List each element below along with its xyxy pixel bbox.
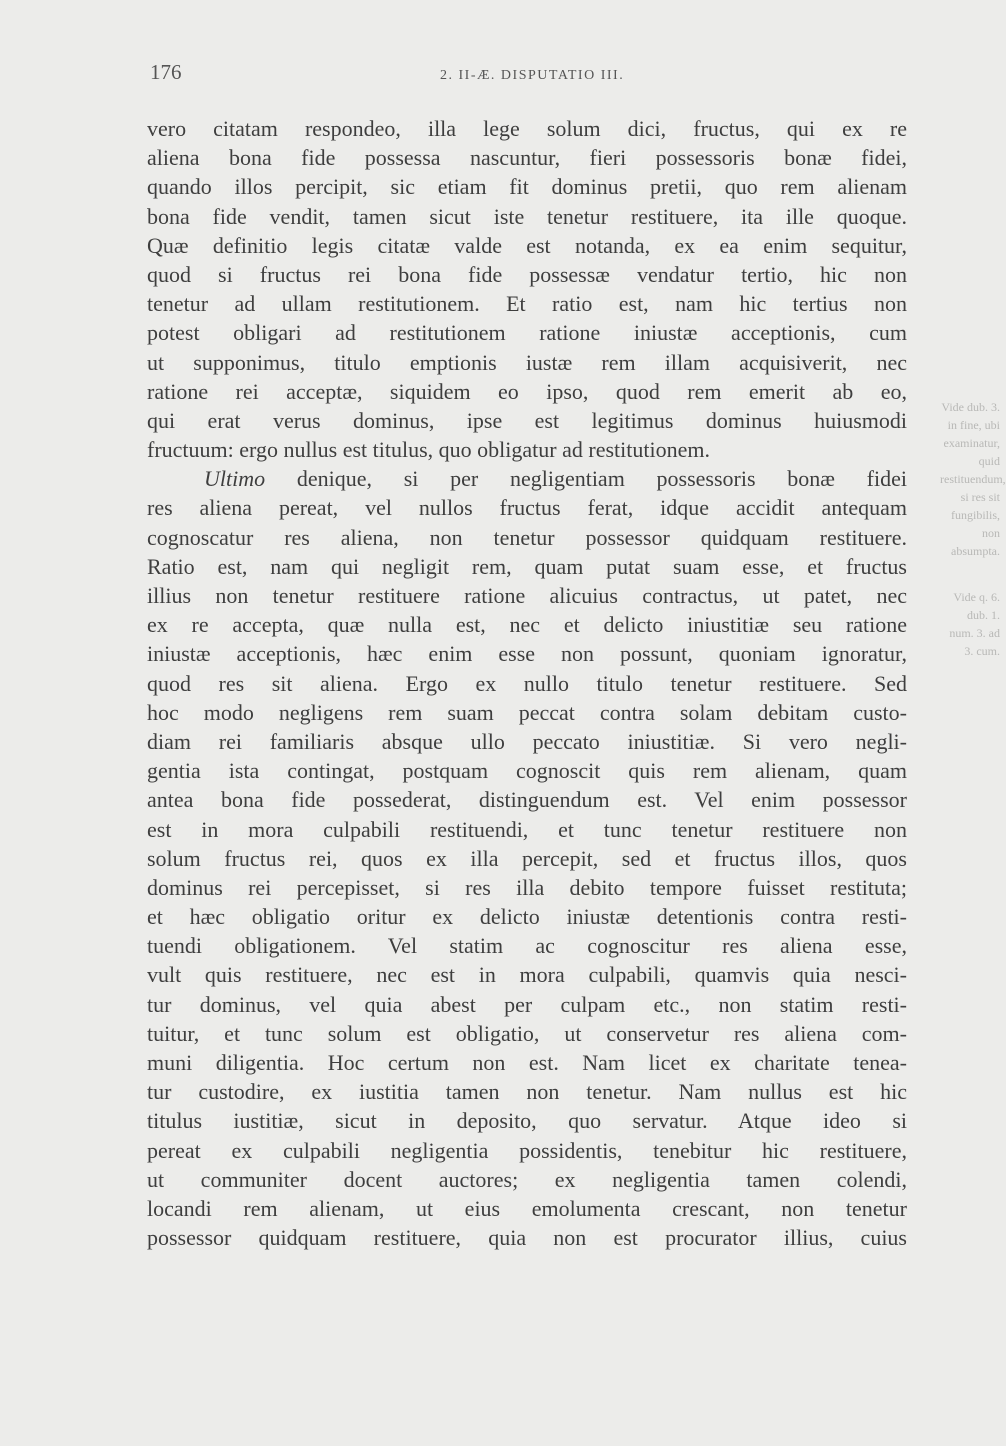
text-line: Ratio est, nam qui negligit rem, quam putat suam esse, et fructus xyxy=(147,553,907,579)
text-line: hoc modo negligens rem suam peccat contra solam debitam custo- xyxy=(147,699,907,725)
text-line: quando illos percipit, sic etiam fit dominus pretii, quo rem alienam xyxy=(147,174,907,200)
text-line: ut supponimus, titulo emptionis iustæ rem illam acquisiverit, nec xyxy=(147,349,907,375)
text-line: fructuum: ergo nullus est titulus, quo obligatur ad restitutionem. xyxy=(147,437,710,463)
running-head: 2. II-Æ. DISPUTATIO III. xyxy=(440,68,625,83)
text-line: quod res sit aliena. Ergo ex nullo titulo tenetur restituere. Sed xyxy=(147,670,907,696)
text-line: cognoscatur res aliena, non tenetur possessor quidquam restituere. xyxy=(147,524,907,550)
text-line-paragraph-start xyxy=(147,464,907,493)
text-line: Quæ definitio legis citatæ valde est notanda, ex ea enim sequitur, xyxy=(147,232,907,258)
text-line: antea bona fide possederat, distinguendum est. Vel enim possessor xyxy=(147,787,907,813)
text-line: ut communiter docent auctores; ex negligentia tamen colendi, xyxy=(147,1166,907,1192)
text-line: gentia ista contingat, postquam cognoscit quis rem alienam, quam xyxy=(147,758,907,784)
text-line: quod si fructus rei bona fide possessæ vendatur tertio, hic non xyxy=(147,261,907,287)
text-line: titulus iustitiæ, sicut in deposito, quo servatur. Atque ideo si xyxy=(147,1108,907,1134)
text-line: ex re accepta, quæ nulla est, nec et delicto iniustitiæ seu ratione xyxy=(147,612,907,638)
text-line: ratione rei acceptæ, siquidem eo ipso, quod rem emerit ab eo, xyxy=(147,378,907,404)
text-line: vero citatam respondeo, illa lege solum dici, fructus, qui ex re xyxy=(147,116,907,141)
text-line: res aliena pereat, vel nullos fructus ferat, idque accidit antequam xyxy=(147,495,907,521)
text-line: potest obligari ad restitutionem ratione iniustæ acceptionis, cum xyxy=(147,320,907,346)
text-line: vult quis restituere, nec est in mora culpabili, quamvis quia nesci- xyxy=(147,962,907,988)
text-line: muni diligentia. Hoc certum non est. Nam licet ex charitate tenea- xyxy=(147,1050,907,1075)
text-line: possessor quidquam restituere, quia non est procurator illius, cuius xyxy=(147,1225,907,1251)
text-line: iniustæ acceptionis, hæc enim esse non possunt, quoniam ignoratur, xyxy=(147,641,907,667)
text-line-rest: denique, si per negligentiam possessoris bonæ fidei xyxy=(296,466,908,492)
text-line: tenetur ad ullam restitutionem. Et ratio est, nam hic tertius non xyxy=(147,291,907,317)
text-line: qui erat verus dominus, ipse est legitimus dominus huiusmodi xyxy=(147,407,907,433)
page-number: 176 xyxy=(150,60,182,84)
text-line: pereat ex culpabili negligentia possidentis, tenebitur hic restituere, xyxy=(147,1137,907,1163)
text-line: aliena bona fide possessa nascuntur, fieri possessoris bonæ fidei, xyxy=(147,145,907,171)
italic-word: Ultimo xyxy=(204,466,266,492)
text-line: tuitur, et tunc solum est obligatio, ut conservetur res aliena com- xyxy=(147,1020,907,1046)
text-line: tur dominus, vel quia abest per culpam etc., non statim resti- xyxy=(147,991,907,1017)
text-line: dominus rei percepisset, si res illa debito tempore fuisset restituta; xyxy=(147,874,907,900)
text-line: tur custodire, ex iustitia tamen non tenetur. Nam nullus est hic xyxy=(147,1079,907,1105)
text-line: bona fide vendit, tamen sicut iste tenetur restituere, ita ille quoque. xyxy=(147,203,907,229)
text-line: illius non tenetur restituere ratione alicuius contractus, ut patet, nec xyxy=(147,583,907,608)
text-line: solum fructus rei, quos ex illa percepit, sed et fructus illos, quos xyxy=(147,845,907,871)
text-line: locandi rem alienam, ut eius emolumenta crescant, non tenetur xyxy=(147,1195,907,1221)
body-text xyxy=(147,114,907,1252)
text-line: est in mora culpabili restituendi, et tunc tenetur restituere non xyxy=(147,816,907,842)
text-line: tuendi obligationem. Vel statim ac cognoscitur res aliena esse, xyxy=(147,933,907,959)
bleed-through-note-lower: Vide q. 6. dub. 1. num. 3. ad 3. cum. xyxy=(949,590,1000,658)
bleed-through-note-upper: Vide dub. 3. in fine, ubi examinatur, quid restituendum, si res sit fungibilis, non absumpta. xyxy=(940,400,1006,558)
text-line: et hæc obligatio oritur ex delicto iniustæ detentionis contra resti- xyxy=(147,904,907,930)
text-line: diam rei familiaris absque ullo peccato iniustitiæ. Si vero negli- xyxy=(147,728,907,754)
